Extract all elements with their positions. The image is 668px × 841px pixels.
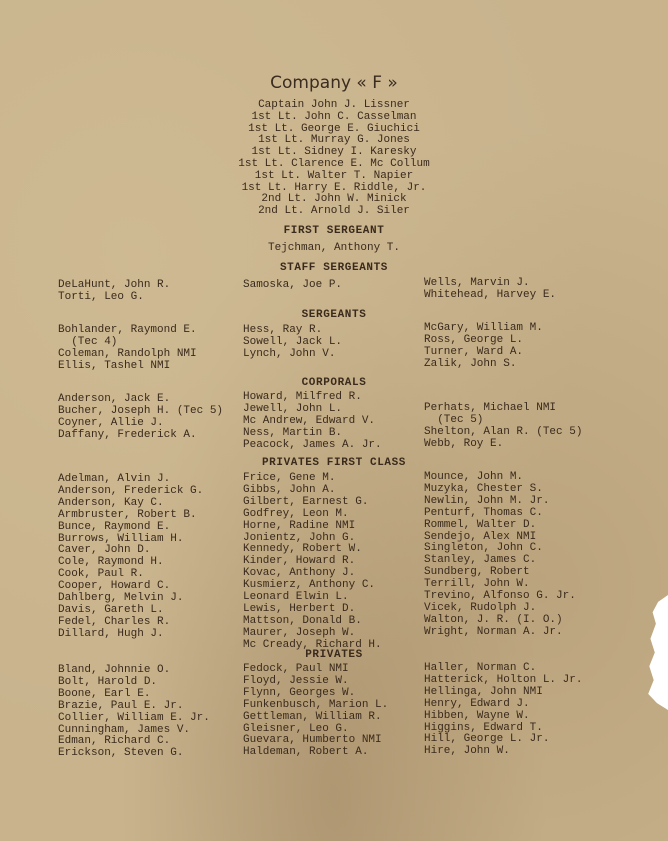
roster-entry: Peacock, James A. Jr.	[243, 438, 382, 451]
roster-entry: Hibben, Wayne W.	[424, 709, 530, 722]
staff-sergeants-col1	[58, 280, 170, 304]
roster-entry: Horne, Radine NMI	[243, 519, 356, 532]
roster-entry: (Tec 5)	[424, 413, 484, 426]
roster-entry: Kovac, Anthony J.	[243, 567, 356, 580]
corporals-col3	[424, 403, 582, 451]
roster-entry: Singleton, John C.	[424, 542, 543, 555]
roster-entry: Bucher, Joseph H. (Tec 5)	[58, 404, 224, 417]
roster-entry: 1st Lt. Sidney I. Karesky	[251, 146, 417, 159]
section-heading-corporals: CORPORALS	[301, 377, 367, 389]
roster-entry: Henry, Edward J.	[424, 697, 530, 710]
section-heading-staff-sergeants: STAFF SERGEANTS	[279, 262, 389, 274]
corporals-col1	[58, 394, 223, 442]
roster-entry: Gilbert, Earnest G.	[243, 495, 369, 508]
roster-entry: 1st Lt. George E. Giuchici	[248, 122, 420, 135]
roster-entry: Wells, Marvin J.	[424, 277, 530, 289]
roster-entry: Cunningham, James V.	[58, 723, 191, 736]
privates-col2	[243, 664, 388, 759]
roster-entry: Hill, George L. Jr.	[424, 733, 550, 746]
roster-entry: Wright, Norman A. Jr.	[424, 625, 563, 638]
roster-entry: Gettleman, William R.	[243, 710, 382, 723]
section-heading-pfc: PRIVATES FIRST CLASS	[261, 457, 407, 469]
roster-entry: Cole, Raymond H.	[58, 556, 164, 569]
roster-entry: Kennedy, Robert W.	[243, 543, 362, 556]
roster-entry: Funkenbusch, Marion L.	[243, 698, 389, 711]
roster-entry: Jonientz, John G.	[243, 531, 356, 544]
roster-entry: Frice, Gene M.	[243, 472, 336, 484]
roster-entry: Shelton, Alan R. (Tec 5)	[424, 425, 583, 438]
privates-col1	[58, 665, 210, 760]
sergeants-col2	[243, 325, 342, 361]
staff-sergeants-col3	[424, 278, 556, 302]
roster-entry: Hess, Ray R.	[243, 324, 323, 336]
roster-entry: Bohlander, Raymond E.	[58, 324, 197, 336]
roster-entry: Anderson, Jack E.	[58, 393, 171, 405]
roster-entry: Hellinga, John NMI	[424, 685, 543, 698]
roster-entry: Bland, Johnnie O.	[58, 664, 171, 676]
section-heading-sergeants: SERGEANTS	[301, 309, 367, 321]
roster-entry: Samoska, Joe P.	[243, 279, 343, 291]
roster-entry: Sowell, Jack L.	[243, 335, 343, 348]
section-heading-privates: PRIVATES	[305, 649, 363, 661]
roster-entry: Zalik, John S.	[424, 357, 517, 370]
roster-entry: Walton, J. R. (I. O.)	[424, 613, 563, 626]
section-heading-first-sergeant: FIRST SERGEANT	[283, 225, 385, 237]
roster-entry: Jewell, John L.	[243, 402, 343, 415]
roster-entry: 1st Lt. Clarence E. Mc Collum	[238, 157, 430, 170]
roster-entry: Adelman, Alvin J.	[58, 473, 171, 485]
roster-entry: Lynch, John V.	[243, 347, 336, 360]
roster-entry: Dillard, Hugh J.	[58, 627, 164, 640]
roster-entry: (Tec 4)	[58, 335, 118, 348]
roster-entry: Mounce, John M.	[424, 471, 524, 483]
staff-sergeants-col2	[243, 280, 342, 292]
roster-entry: Howard, Milfred R.	[243, 391, 362, 403]
roster-entry: Burrows, William H.	[58, 532, 184, 545]
roster-entry: Bunce, Raymond E.	[58, 520, 171, 533]
roster-entry: Captain John J. Lissner	[258, 99, 410, 111]
roster-entry: Sendejo, Alex NMI	[424, 530, 537, 543]
roster-entry: Anderson, Kay C.	[58, 496, 164, 509]
roster-entry: Haldeman, Robert A.	[243, 746, 369, 759]
roster-entry: Mc Andrew, Edward V.	[243, 414, 376, 427]
roster-entry: Edman, Richard C.	[58, 735, 171, 748]
roster-entry: Collier, William E. Jr.	[58, 711, 210, 724]
pfc-col3	[424, 472, 576, 639]
roster-entry: Daffany, Frederick A.	[58, 428, 197, 441]
roster-entry: Coyner, Allie J.	[58, 416, 164, 429]
roster-entry: Flynn, Georges W.	[243, 686, 356, 699]
roster-entry: Leonard Elwin L.	[243, 591, 349, 604]
roster-entry: Mc Cready, Richard H.	[243, 638, 382, 651]
roster-entry: Lewis, Herbert D.	[243, 602, 356, 615]
roster-entry: Ellis, Tashel NMI	[58, 359, 171, 372]
roster-entry: Muzyka, Chester S.	[424, 482, 543, 495]
roster-entry: Dahlberg, Melvin J.	[58, 592, 184, 605]
pfc-col1	[58, 474, 203, 641]
roster-entry: Trevino, Alfonso G. Jr.	[424, 590, 576, 603]
roster-entry: Rommel, Walter D.	[424, 518, 537, 531]
roster-entry: Bolt, Harold D.	[58, 675, 158, 688]
privates-col3	[424, 663, 582, 758]
corporals-col2	[243, 392, 382, 452]
roster-entry: Guevara, Humberto NMI	[243, 734, 382, 747]
roster-entry: Anderson, Frederick G.	[58, 484, 204, 497]
roster-entry: Newlin, John M. Jr.	[424, 494, 550, 507]
sergeants-col3	[424, 323, 543, 371]
roster-entry: Cook, Paul R.	[58, 568, 144, 581]
roster-entry: Stanley, James C.	[424, 554, 537, 567]
roster-entry: Fedock, Paul NMI	[243, 663, 349, 675]
roster-entry: 2nd Lt. John W. Minick	[261, 193, 407, 206]
roster-entry: Haller, Norman C.	[424, 662, 537, 674]
roster-entry: 1st Lt. John C. Casselman	[251, 110, 417, 123]
roster-entry: Sundberg, Robert	[424, 566, 530, 579]
roster-entry: Gibbs, John A.	[243, 483, 336, 496]
officers-list	[0, 100, 668, 218]
roster-entry: Godfrey, Leon M.	[243, 507, 349, 520]
roster-entry: Coleman, Randolph NMI	[58, 347, 197, 360]
roster-entry: Ness, Martin B.	[243, 426, 343, 439]
roster-entry: Kusmierz, Anthony C.	[243, 579, 376, 592]
roster-entry: Cooper, Howard C.	[58, 580, 171, 593]
roster-entry: Gleisner, Leo G.	[243, 722, 349, 735]
roster-entry: Boone, Earl E.	[58, 687, 151, 700]
roster-entry: Mattson, Donald B.	[243, 614, 362, 627]
roster-entry: Higgins, Edward T.	[424, 721, 543, 734]
roster-entry: 1st Lt. Murray G. Jones	[258, 134, 410, 147]
roster-entry: Webb, Roy E.	[424, 437, 504, 450]
roster-entry: 2nd Lt. Arnold J. Siler	[258, 205, 410, 218]
roster-entry: Brazie, Paul E. Jr.	[58, 699, 184, 712]
roster-entry: Hire, John W.	[424, 745, 510, 758]
sergeants-col1	[58, 325, 197, 373]
roster-entry: Davis, Gareth L.	[58, 603, 164, 616]
roster-entry: Kinder, Howard R.	[243, 555, 356, 568]
roster-entry: Caver, John D.	[58, 544, 151, 557]
first-sergeant-name: Tejchman, Anthony T.	[267, 242, 401, 254]
pfc-col2	[243, 473, 382, 652]
roster-entry: Fedel, Charles R.	[58, 615, 171, 628]
roster-entry: Maurer, Joseph W.	[243, 626, 356, 639]
roster-entry: 1st Lt. Harry E. Riddle, Jr.	[241, 181, 427, 194]
roster-entry: DeLaHunt, John R.	[58, 279, 171, 291]
roster-entry: Torti, Leo G.	[58, 290, 144, 303]
roster-entry: Perhats, Michael NMI	[424, 402, 557, 414]
roster-entry: Penturf, Thomas C.	[424, 506, 543, 519]
page-title: Company « F »	[270, 73, 398, 93]
roster-entry: Armbruster, Robert B.	[58, 508, 197, 521]
roster-entry: Hatterick, Holton L. Jr.	[424, 673, 583, 686]
roster-entry: Vicek, Rudolph J.	[424, 601, 537, 614]
roster-entry: 1st Lt. Walter T. Napier	[254, 169, 414, 182]
roster-entry: Turner, Ward A.	[424, 345, 524, 358]
roster-entry: Floyd, Jessie W.	[243, 674, 349, 687]
roster-entry: Ross, George L.	[424, 333, 524, 346]
roster-entry: McGary, William M.	[424, 322, 543, 334]
roster-entry: Terrill, John W.	[424, 578, 530, 591]
roster-entry: Whitehead, Harvey E.	[424, 288, 557, 301]
roster-entry: Erickson, Steven G.	[58, 747, 184, 760]
